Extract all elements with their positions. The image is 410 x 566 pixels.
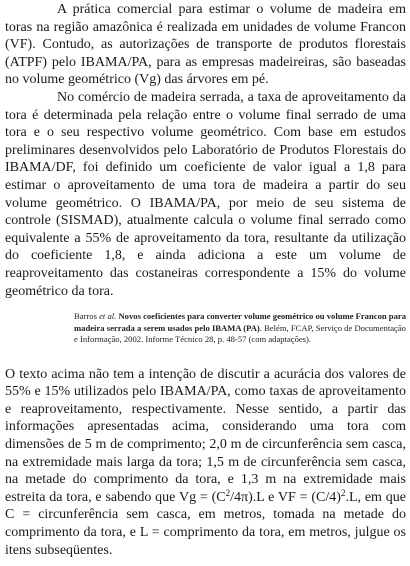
exponent-2: 2 bbox=[340, 487, 346, 498]
intro-paragraph: A prática comercial para estimar o volume de madeira em toras na região amazônica é realizada em unidades de volume Francon (VF). Contudo, as autorizações de transporte de produtos florestais (ATPF) pelo IBAMA/PA, para as empresas madeireiras, são baseadas no volume geométrico (Vg) das árvores em pé. bbox=[5, 2, 406, 88]
question-text-part1: O texto acima não tem a intenção de discutir a acurácia dos valores de 55% e 15% utilizados pelo IBAMA/PA, como taxas de aproveitamento e reaproveitamento, respectivamente. Nesse sentido, a partir das informações apresentadas acima, considerando uma tora com dimensões de 5 m de comprimento; 2,0 m de circunferência sem casca, na extremidade mais larga da tora; 1,5 m de circunferência sem casca, na metade do comprimento da tora, e 1,3 m na extremidade mais estreita da tora, e sabendo que Vg = (C bbox=[5, 366, 406, 505]
question-text-part2: /4π).L e VF = (C/4) bbox=[230, 489, 341, 505]
citation-rest: . Belém, FCAP, Serviço de Documentação e Informação, 2002. Informe Técnico 28, p. 48-57 (com adaptações). bbox=[74, 322, 406, 345]
exponent-1: 2 bbox=[225, 487, 231, 498]
question-text-part3: .L, em que C = circunferência sem casca, em metros, tomada na metade do comprimento da tora, e L = comprimento da tora, em metros, julgue os itens subseqüentes. bbox=[5, 489, 406, 558]
question-paragraph bbox=[5, 366, 406, 560]
sawn-wood-paragraph: No comércio de madeira serrada, a taxa de aproveitamento da tora é determinada pela relação entre o volume final serrado de uma tora e o seu respectivo volume geométrico. Com base em estudos preliminares desenvolvidos pelo Laboratório de Produtos Florestais do IBAMA/DF, foi definido um coeficiente de valor igual a 1,8 para estimar o aproveitamento de uma tora de madeira a partir do seu volume geométrico. O IBAMA/PA, por meio de seu sistema de controle (SISMAD), atualmente calcula o volume final serrado como equivalente a 55% de aproveitamento da tora, resultante da utilização do coeficiente 1,8, e ainda adiciona a este um volume de reaproveitamento das costaneiras correspondente a 15% do volume geométrico da tora. bbox=[5, 89, 406, 299]
citation-etal: et al. bbox=[99, 311, 117, 322]
citation-author: Barros bbox=[74, 311, 97, 322]
source-citation bbox=[74, 311, 406, 346]
citation-title: Novos coeficientes para converter volume geométrico ou volume Francon para madeira serrada a serem usados pelo IBAMA (PA) bbox=[74, 311, 406, 333]
